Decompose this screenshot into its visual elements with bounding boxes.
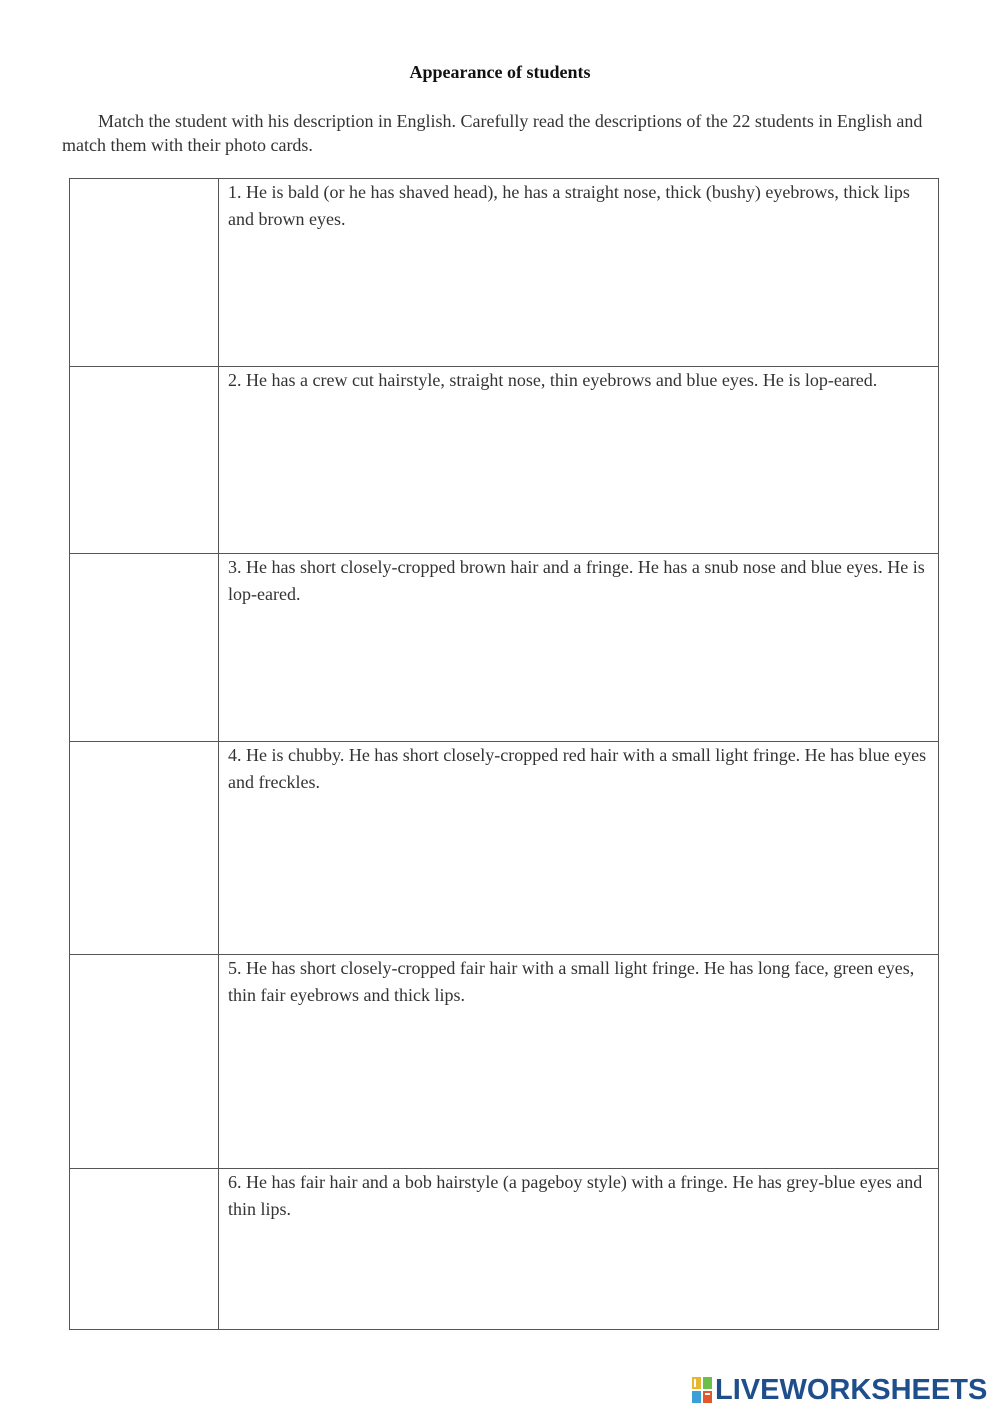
page-title: Appearance of students <box>409 62 591 82</box>
description-cell <box>219 955 939 1169</box>
table-row <box>70 742 939 955</box>
description-text: 6. He has fair hair and a bob hairstyle (a pageboy style) with a fringe. He has grey-blue eyes and thin lips. <box>228 1172 923 1219</box>
table-row <box>70 367 939 554</box>
table-row <box>70 179 939 367</box>
photo-drop-cell[interactable] <box>70 742 219 955</box>
description-cell <box>219 367 939 554</box>
description-text: 5. He has short closely-cropped fair hair with a small light fringe. He has long face, green eyes, thin fair eyebrows and thick lips. <box>228 958 915 1005</box>
instructions: Match the student with his description in English. Carefully read the descriptions of the 22 students in English and match them with their photo cards. <box>62 111 923 155</box>
photo-drop-cell[interactable] <box>70 955 219 1169</box>
description-text: 4. He is chubby. He has short closely-cropped red hair with a small light fringe. He has blue eyes and freckles. <box>228 745 927 792</box>
description-text: 3. He has short closely-cropped brown hair and a fringe. He has a snub nose and blue eyes. He is lop-eared. <box>228 557 925 604</box>
liveworksheets-logo-icon <box>692 1377 712 1403</box>
table-row <box>70 1169 939 1330</box>
description-text: 2. He has a crew cut hairstyle, straight nose, thin eyebrows and blue eyes. He is lop-eared. <box>228 370 878 390</box>
description-cell <box>219 1169 939 1330</box>
description-cell <box>219 554 939 742</box>
matching-table <box>69 178 939 1330</box>
liveworksheets-logo <box>692 1374 987 1406</box>
table-row <box>70 955 939 1169</box>
description-cell <box>219 179 939 367</box>
logo-text: LIVEWORKSHEETS <box>715 1373 988 1406</box>
description-text: 1. He is bald (or he has shaved head), he has a straight nose, thick (bushy) eyebrows, thick lips and brown eyes. <box>228 182 910 229</box>
photo-drop-cell[interactable] <box>70 367 219 554</box>
photo-drop-cell[interactable] <box>70 179 219 367</box>
photo-drop-cell[interactable] <box>70 1169 219 1330</box>
description-cell <box>219 742 939 955</box>
photo-drop-cell[interactable] <box>70 554 219 742</box>
table-row <box>70 554 939 742</box>
